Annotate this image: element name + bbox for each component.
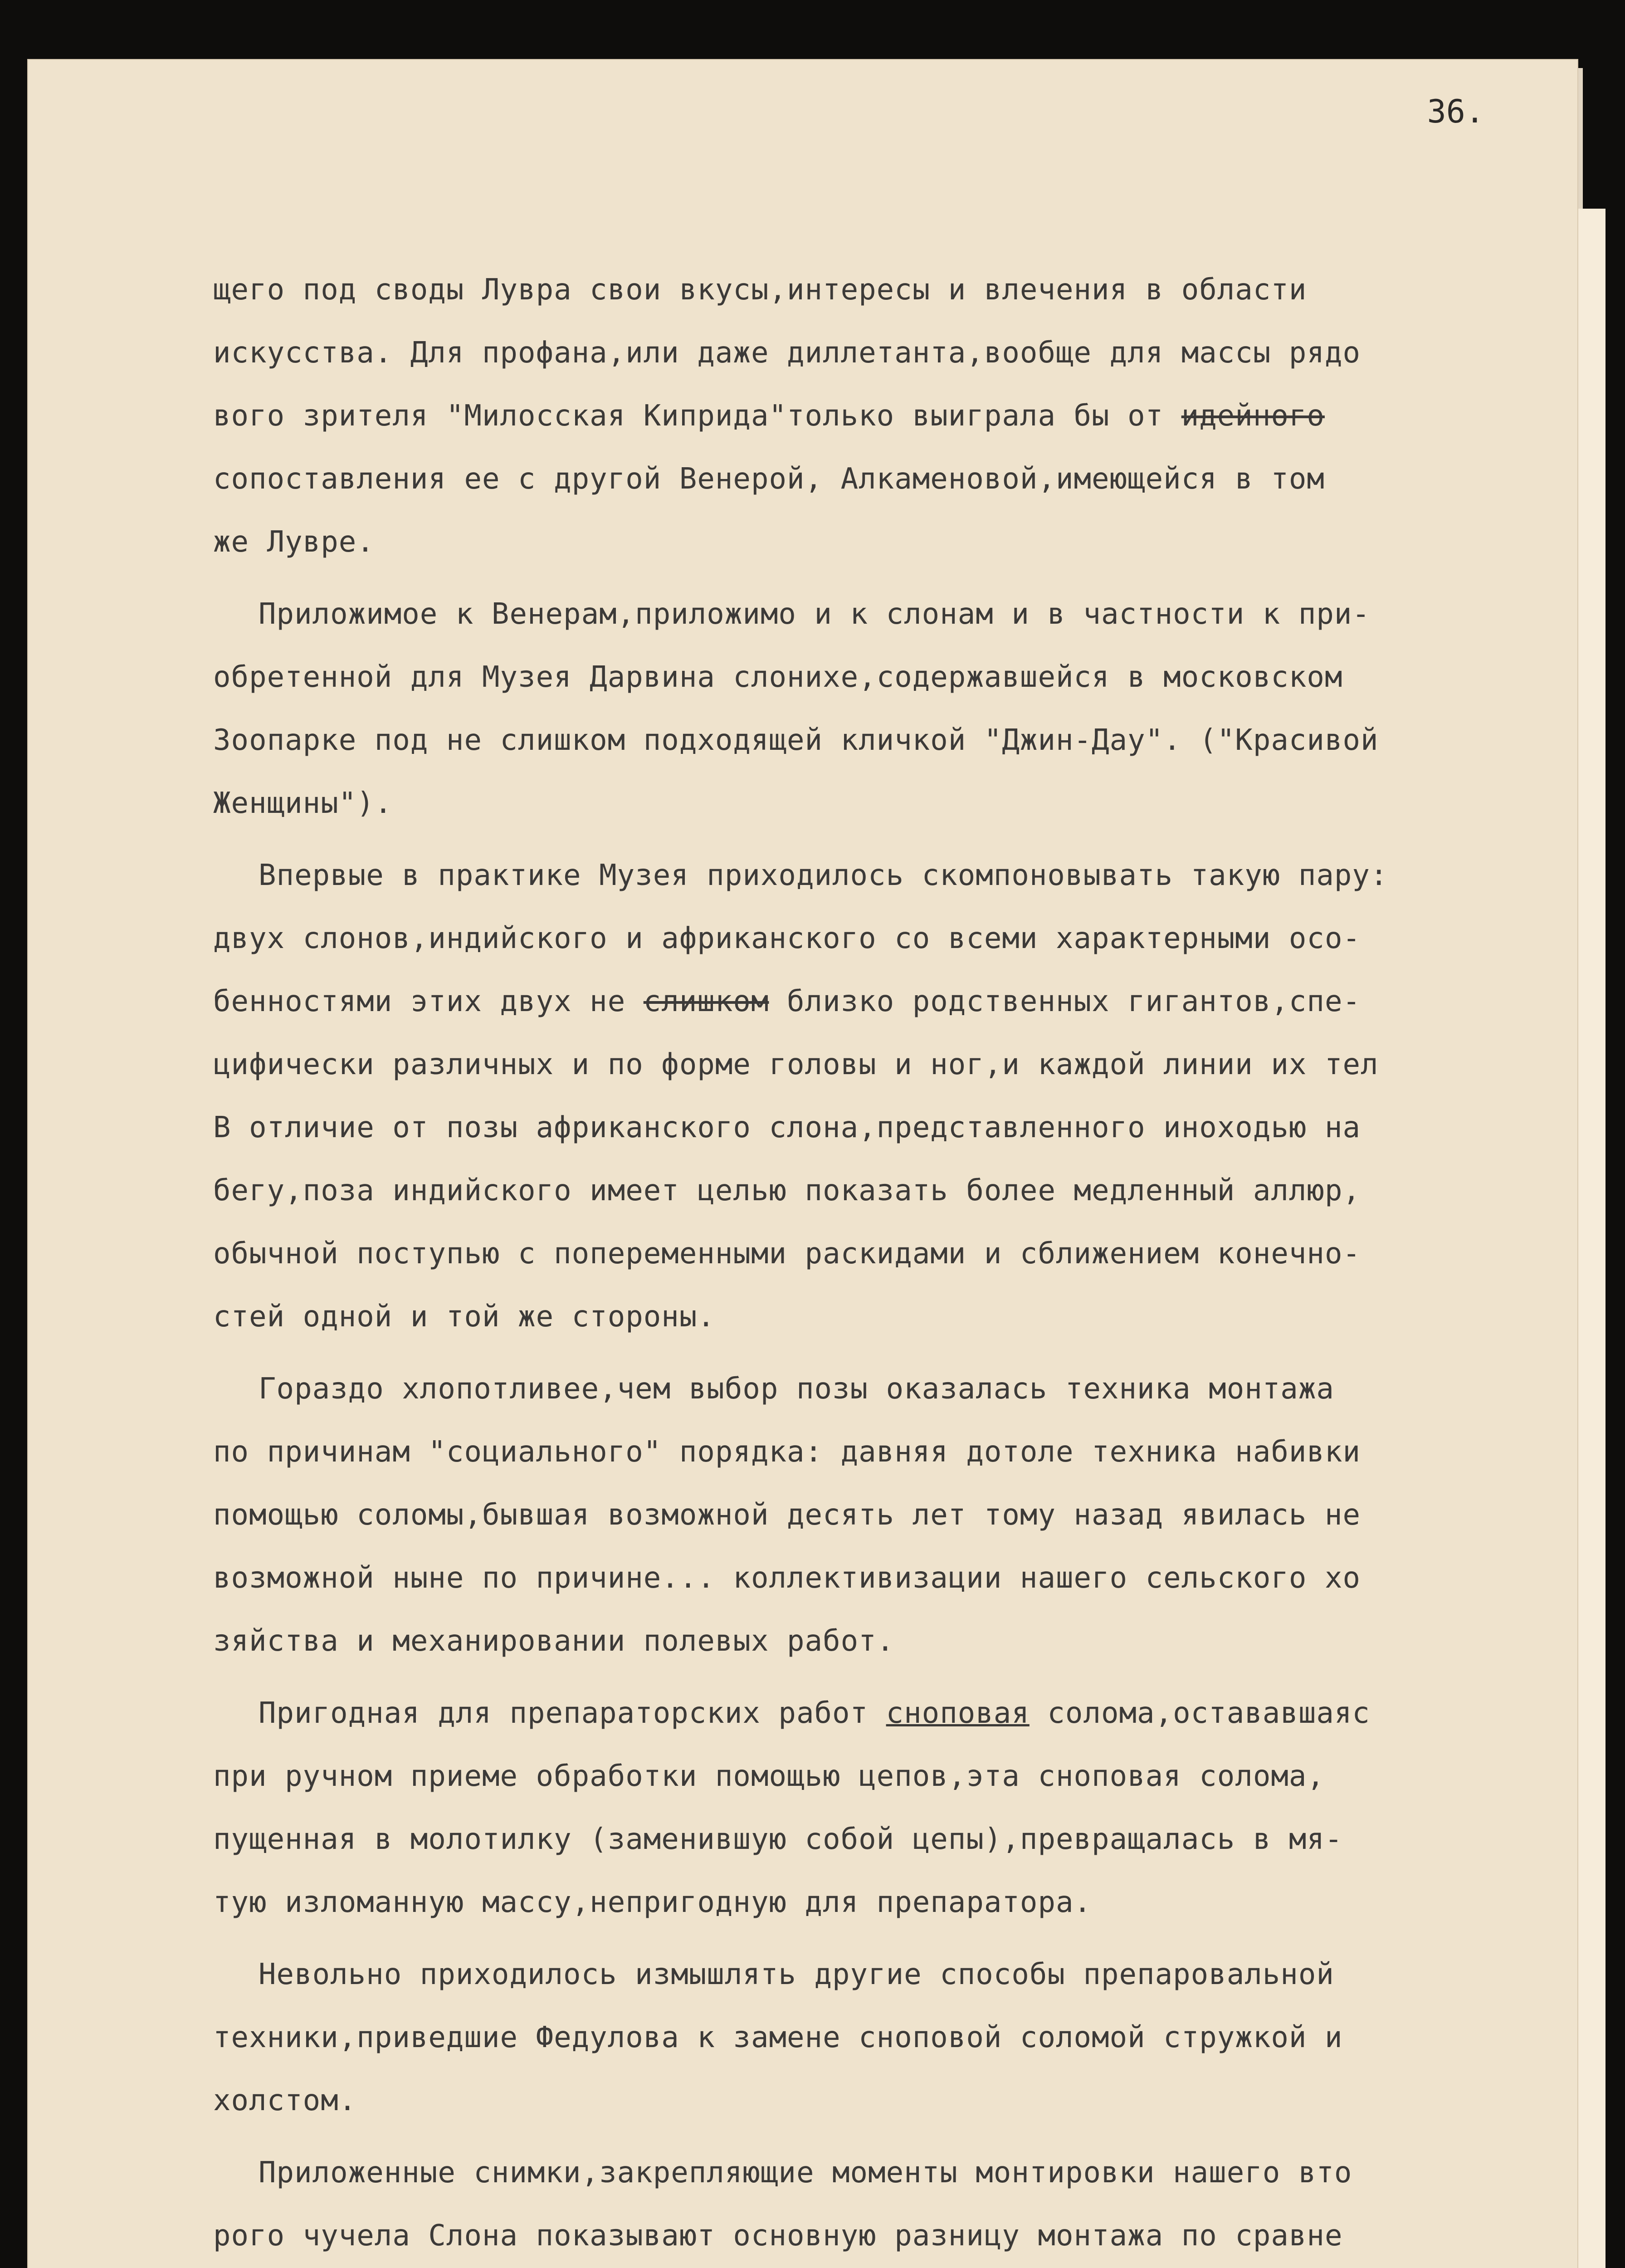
typed-body-text bbox=[213, 259, 1556, 2268]
text-line: же Лувре. bbox=[213, 525, 375, 559]
text-line: цифически различных и по форме головы и ног,и каждой линии их тел bbox=[213, 1048, 1379, 1081]
text-line: пущенная в молотилку (заменившую собой цепы),превращалась в мя- bbox=[213, 1823, 1343, 1856]
text-line: искусства. Для профана,или даже диллетанта,вообще для массы рядо bbox=[213, 336, 1361, 370]
text-line: Женщины"). bbox=[213, 787, 393, 820]
text-line: тую изломанную массу,непригодную для препаратора. bbox=[213, 1886, 1092, 1919]
text-line: помощью соломы,бывшая возможной десять лет тому назад явилась не bbox=[213, 1498, 1361, 1532]
text-line: двух слонов,индийского и африканского со всеми характерными осо- bbox=[213, 922, 1361, 955]
text-line: холстом. bbox=[213, 2084, 357, 2117]
underlined-word: сноповая bbox=[886, 1696, 1030, 1730]
text-line: вого зрителя "Милосская Киприда"только выиграла бы от идейного bbox=[213, 399, 1325, 433]
paragraph-start: Приложенные снимки,закрепляющие моменты монтировки нашего вто bbox=[259, 2156, 1352, 2190]
text-line: щего под своды Лувра свои вкусы,интересы и влечения в области bbox=[213, 273, 1307, 307]
text-line: при ручном приеме обработки помощью цепов,эта сноповая солома, bbox=[213, 1760, 1325, 1793]
text-line: обычной поступью с попеременными раскидами и сближением конечно- bbox=[213, 1237, 1361, 1271]
paragraph-start: Приложимое к Венерам,приложимо и к слонам и в частности к при- bbox=[259, 597, 1370, 631]
text-line: стей одной и той же стороны. bbox=[213, 1300, 715, 1334]
text-line: зяйства и механировании полевых работ. bbox=[213, 1624, 895, 1658]
text-line: обретенной для Музея Дарвина слонихе,содержавшейся в московском bbox=[213, 660, 1343, 694]
text-line: сопоставления ее с другой Венерой, Алкаменовой,имеющейся в том bbox=[213, 462, 1325, 496]
paragraph-start: Гораздо хлопотливее,чем выбор позы оказалась техника монтажа bbox=[259, 1372, 1334, 1406]
struck-word: слишком bbox=[643, 985, 769, 1018]
text-line: по причинам "социального" порядка: давняя дотоле техника набивки bbox=[213, 1435, 1361, 1469]
text-line: возможной ныне по причине... коллективизации нашего сельского хо bbox=[213, 1561, 1361, 1595]
page-number: 36. bbox=[1427, 93, 1484, 130]
text-line: В отличие от позы африканского слона,представленного иноходью на bbox=[213, 1111, 1361, 1144]
text-line: бенностями этих двух не слишком близко родственных гигантов,спе- bbox=[213, 985, 1361, 1018]
paragraph-start: Невольно приходилось измышлять другие способы препаровальной bbox=[259, 1958, 1334, 1991]
page-edge bbox=[1578, 209, 1605, 2268]
text-line: техники,приведшие Федулова к замене сноповой соломой стружкой и bbox=[213, 2021, 1343, 2054]
paragraph-start: Пригодная для препараторских работ сноповая солома,остававшаяс bbox=[259, 1696, 1370, 1730]
text-line: рого чучела Слона показывают основную разницу монтажа по сравне bbox=[213, 2219, 1343, 2253]
paragraph-start: Впервые в практике Музея приходилось скомпоновывать такую пару: bbox=[259, 859, 1388, 892]
text-line: бегу,поза индийского имеет целью показать более медленный аллюр, bbox=[213, 1174, 1361, 1207]
text-line: Зоопарке под не слишком подходящей кличкой "Джин-Дау". ("Красивой bbox=[213, 723, 1379, 757]
struck-word: идейного bbox=[1181, 399, 1325, 433]
